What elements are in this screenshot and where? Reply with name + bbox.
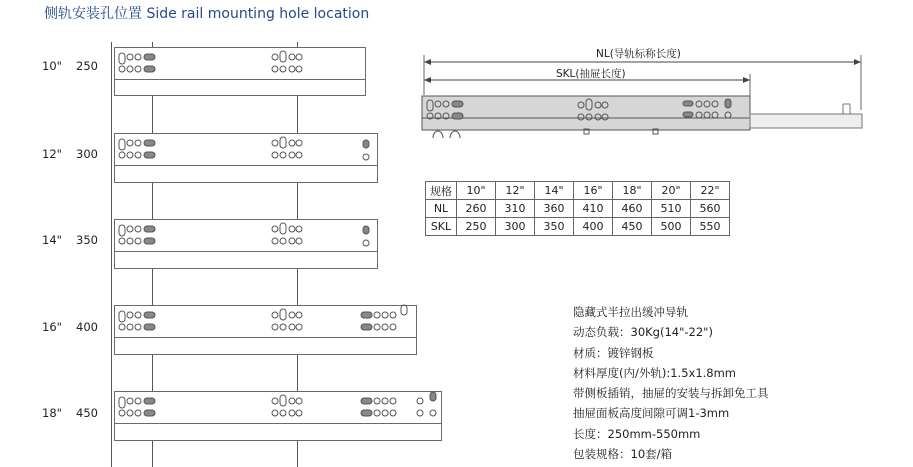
table-header-cell: 16" bbox=[574, 182, 613, 200]
table-header-cell: 12" bbox=[496, 182, 535, 200]
table-cell: 300 bbox=[496, 218, 535, 236]
nl-label: NL(导轨标称长度) bbox=[596, 48, 681, 60]
table-cell: 250 bbox=[457, 218, 496, 236]
note-line: 材质：镀锌钢板 bbox=[573, 345, 654, 360]
rail-size-label: 10" 250 bbox=[42, 59, 98, 73]
note-line: 带侧板插销，抽屉的安装与拆卸免工具 bbox=[573, 386, 769, 401]
rail-size-label: 18" 450 bbox=[42, 406, 98, 420]
note-line: 抽屉面板高度间隙可调1-3mm bbox=[573, 406, 730, 421]
table-cell: 360 bbox=[535, 200, 574, 218]
page-title: 侧轨安装孔位置 Side rail mounting hole location bbox=[44, 6, 370, 22]
note-line: 材料厚度(内/外轨):1.5x1.8mm bbox=[573, 365, 737, 380]
table-header-cell: 10" bbox=[457, 182, 496, 200]
table-cell: 310 bbox=[496, 200, 535, 218]
skl-label: SKL(抽屉长度) bbox=[556, 68, 626, 80]
table-row bbox=[426, 218, 730, 236]
table-cell: 400 bbox=[574, 218, 613, 236]
table-header-row bbox=[426, 182, 730, 200]
note-line: 长度：250mm-550mm bbox=[573, 426, 701, 441]
rail-size-label: 16" 400 bbox=[42, 320, 98, 334]
note-line: 包装规格：10套/箱 bbox=[573, 447, 673, 462]
table-header-cell: 20" bbox=[652, 182, 691, 200]
table-cell: SKL bbox=[426, 218, 457, 236]
note-line: 动态负载：30Kg(14"-22") bbox=[573, 325, 713, 340]
note-line: 隐藏式半拉出缓冲导轨 bbox=[573, 305, 688, 319]
table-header-cell: 14" bbox=[535, 182, 574, 200]
table-cell: 350 bbox=[535, 218, 574, 236]
rail-size-label: 14" 350 bbox=[42, 233, 98, 247]
spec-table bbox=[425, 181, 730, 236]
table-cell: 450 bbox=[613, 218, 652, 236]
table-cell: 410 bbox=[574, 200, 613, 218]
table-header-cell: 18" bbox=[613, 182, 652, 200]
table-cell: 560 bbox=[691, 200, 730, 218]
table-cell: 550 bbox=[691, 218, 730, 236]
table-cell: 510 bbox=[652, 200, 691, 218]
spec-notes bbox=[573, 302, 769, 464]
table-cell: 260 bbox=[457, 200, 496, 218]
table-cell: 460 bbox=[613, 200, 652, 218]
table-cell: 500 bbox=[652, 218, 691, 236]
table-cell: NL bbox=[426, 200, 457, 218]
table-header-cell: 22" bbox=[691, 182, 730, 200]
table-header-cell: 规格 bbox=[426, 182, 457, 200]
table-row bbox=[426, 200, 730, 218]
rail-size-label: 12" 300 bbox=[42, 147, 98, 161]
